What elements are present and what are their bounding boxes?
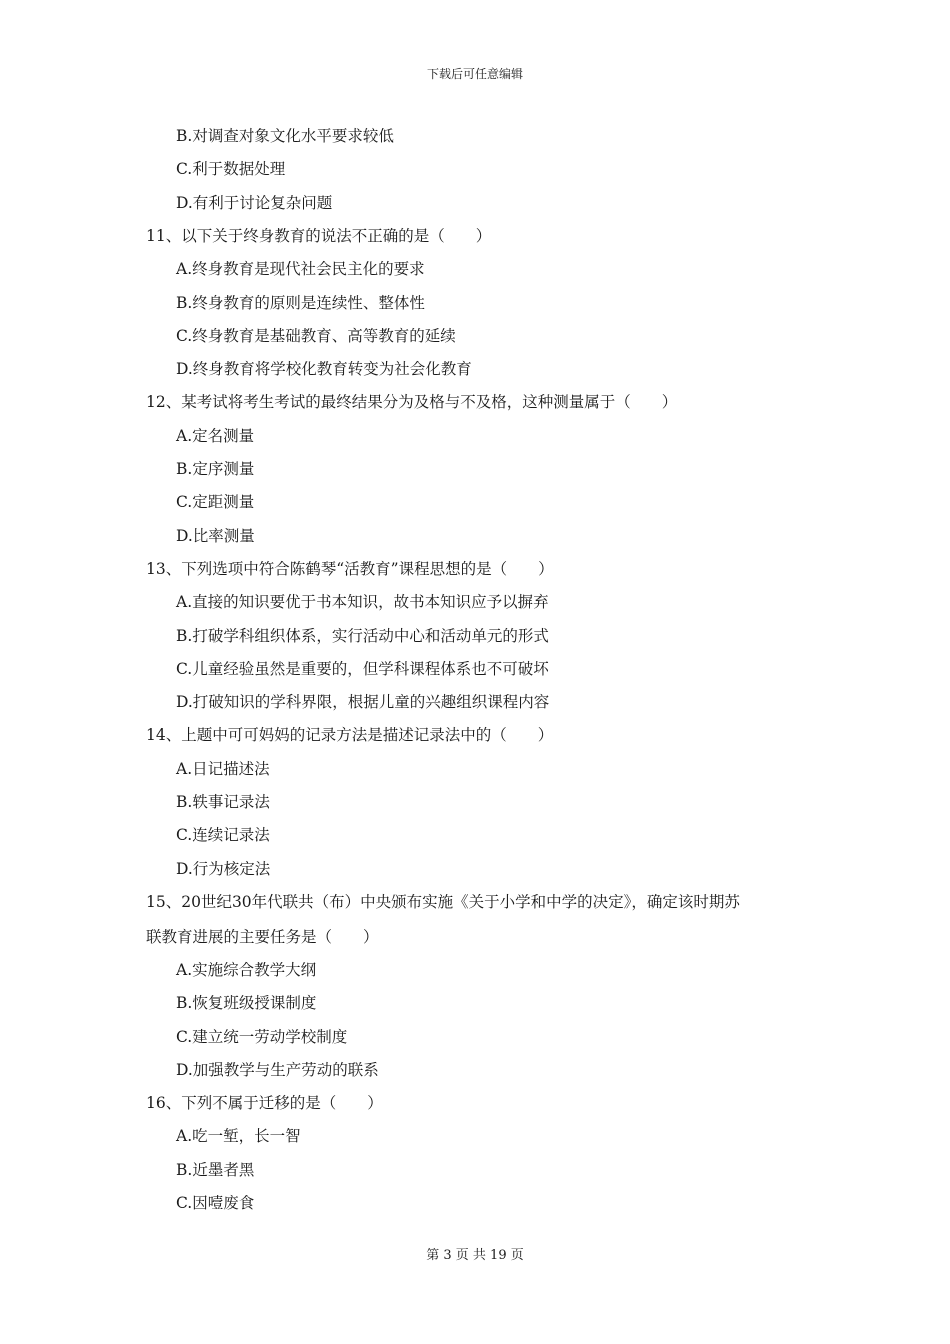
page-header: 下载后可任意编辑: [426, 67, 523, 81]
answer-option: C.儿童经验虽然是重要的，但学科课程体系也不可破坏: [176, 660, 549, 678]
answer-option: D.有利于讨论复杂问题: [176, 194, 333, 212]
answer-option: B.打破学科组织体系，实行活动中心和活动单元的形式: [176, 627, 549, 645]
question-stem: 15、20世纪30年代联共（布）中央颁布实施《关于小学和中学的决定》，确定该时期苏: [146, 893, 740, 911]
answer-option: D.终身教育将学校化教育转变为社会化教育: [176, 360, 472, 378]
question-stem: 12、某考试将考生考试的最终结果分为及格与不及格，这种测量属于（ ）: [146, 393, 678, 411]
answer-option: C.因噎废食: [176, 1194, 255, 1212]
answer-option: A.实施综合教学大纲: [176, 961, 317, 979]
question-stem: 11、以下关于终身教育的说法不正确的是（ ）: [146, 227, 492, 245]
answer-option: C.连续记录法: [176, 826, 270, 844]
answer-option: C.利于数据处理: [176, 160, 286, 178]
page-footer: [0, 1248, 950, 1264]
question-stem: 16、下列不属于迁移的是（ ）: [146, 1094, 383, 1112]
answer-option: B.终身教育的原则是连续性、整体性: [176, 294, 425, 312]
answer-option: D.加强教学与生产劳动的联系: [176, 1061, 379, 1079]
answer-option: A.定名测量: [176, 427, 255, 445]
answer-option: D.比率测量: [176, 527, 255, 545]
question-stem: 14、上题中可可妈妈的记录方法是描述记录法中的（ ）: [146, 726, 554, 744]
answer-option: A.直接的知识要优于书本知识，故书本知识应予以摒弃: [176, 593, 549, 611]
page-number-text: 第 3 页 共 19 页: [426, 1248, 524, 1263]
question-stem-continuation: 联教育进展的主要任务是（ ）: [146, 928, 379, 946]
answer-option: A.吃一堑，长一智: [176, 1127, 301, 1145]
answer-option: C.建立统一劳动学校制度: [176, 1028, 348, 1046]
answer-option: D.打破知识的学科界限，根据儿童的兴趣组织课程内容: [176, 693, 550, 711]
answer-option: C.终身教育是基础教育、高等教育的延续: [176, 327, 456, 345]
question-stem: 13、下列选项中符合陈鹤琴“活教育”课程思想的是（ ）: [146, 560, 554, 578]
answer-option: B.轶事记录法: [176, 793, 270, 811]
answer-option: C.定距测量: [176, 493, 255, 511]
answer-option: B.定序测量: [176, 460, 255, 478]
answer-option: B.近墨者黑: [176, 1161, 255, 1179]
answer-option: B.恢复班级授课制度: [176, 994, 317, 1012]
answer-option: B.对调查对象文化水平要求较低: [176, 127, 394, 145]
answer-option: D.行为核定法: [176, 860, 271, 878]
answer-option: A.终身教育是现代社会民主化的要求: [176, 260, 425, 278]
answer-option: A.日记描述法: [176, 760, 270, 778]
